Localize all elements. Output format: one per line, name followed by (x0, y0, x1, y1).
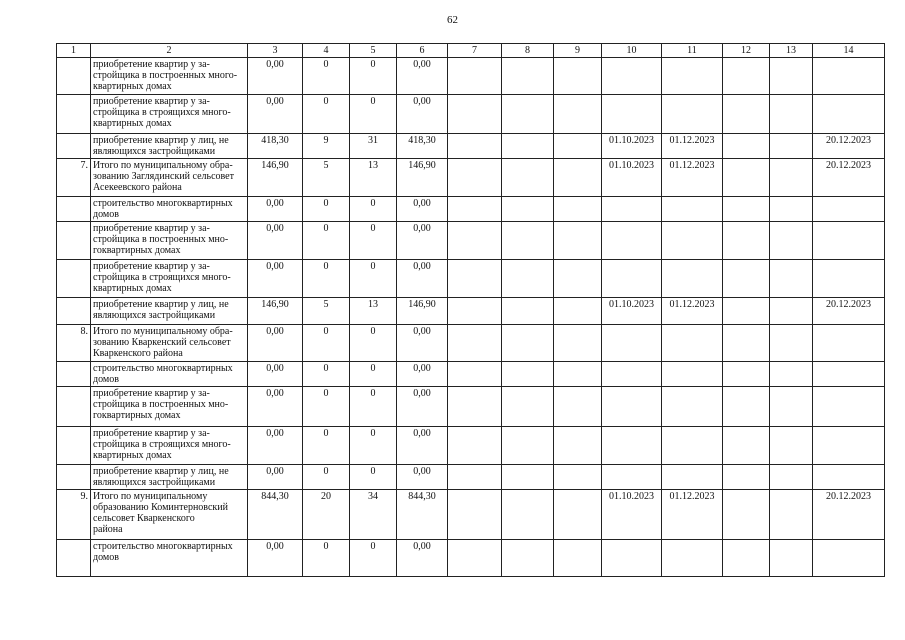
amount-cell: 0,00 (248, 427, 303, 465)
date-cell (662, 387, 723, 427)
amount-cell: 146,90 (397, 298, 448, 325)
date-cell: 01.10.2023 (602, 134, 662, 159)
empty-cell (770, 58, 813, 95)
amount-cell: 0,00 (397, 260, 448, 298)
table-row (57, 540, 885, 577)
amount-cell: 0,00 (397, 95, 448, 134)
empty-cell (723, 134, 770, 159)
date-cell (602, 465, 662, 490)
amount-cell: 0,00 (248, 465, 303, 490)
amount-cell: 0,00 (248, 58, 303, 95)
header-cell: 11 (662, 44, 723, 58)
amount-cell: 0,00 (397, 387, 448, 427)
amount-cell: 146,90 (397, 159, 448, 197)
empty-cell (723, 465, 770, 490)
date-cell (813, 465, 885, 490)
date-cell (602, 95, 662, 134)
empty-cell (554, 298, 602, 325)
amount-cell: 0,00 (248, 540, 303, 577)
empty-cell (448, 197, 502, 222)
amount-cell: 0,00 (397, 58, 448, 95)
date-cell (813, 222, 885, 260)
header-cell: 3 (248, 44, 303, 58)
row-name-cell: приобретение квартир у лиц, не являющихся застройщиками (91, 134, 248, 159)
empty-cell (502, 362, 554, 387)
amount-cell: 0,00 (248, 197, 303, 222)
date-cell (662, 58, 723, 95)
empty-cell (502, 95, 554, 134)
count-cell: 0 (303, 427, 350, 465)
empty-cell (770, 134, 813, 159)
header-cell: 2 (91, 44, 248, 58)
count-cell: 0 (303, 58, 350, 95)
row-number-cell (57, 260, 91, 298)
table-row (57, 362, 885, 387)
date-cell (662, 325, 723, 362)
amount-cell: 0,00 (397, 222, 448, 260)
row-name-cell: строительство многоквартирных домов (91, 540, 248, 577)
date-cell (813, 197, 885, 222)
count-cell: 13 (350, 159, 397, 197)
row-name-cell: приобретение квартир у за- стройщика в строящихся много- квартирных домах (91, 260, 248, 298)
empty-cell (723, 325, 770, 362)
empty-cell (554, 362, 602, 387)
table-row (57, 427, 885, 465)
amount-cell: 844,30 (248, 490, 303, 540)
amount-cell: 0,00 (397, 465, 448, 490)
count-cell: 20 (303, 490, 350, 540)
count-cell: 34 (350, 490, 397, 540)
count-cell: 0 (350, 427, 397, 465)
date-cell: 01.12.2023 (662, 298, 723, 325)
empty-cell (448, 362, 502, 387)
row-name-cell: приобретение квартир у за- стройщика в строящихся много- квартирных домах (91, 427, 248, 465)
row-name-cell: строительство многоквартирных домов (91, 197, 248, 222)
count-cell: 0 (303, 260, 350, 298)
table-row (57, 222, 885, 260)
count-cell: 5 (303, 298, 350, 325)
date-cell: 01.12.2023 (662, 159, 723, 197)
empty-cell (502, 197, 554, 222)
amount-cell: 0,00 (248, 95, 303, 134)
count-cell: 0 (303, 540, 350, 577)
empty-cell (770, 95, 813, 134)
date-cell (662, 427, 723, 465)
header-cell: 7 (448, 44, 502, 58)
date-cell (602, 222, 662, 260)
empty-cell (448, 260, 502, 298)
header-cell: 10 (602, 44, 662, 58)
amount-cell: 418,30 (248, 134, 303, 159)
empty-cell (770, 197, 813, 222)
amount-cell: 418,30 (397, 134, 448, 159)
date-cell (662, 260, 723, 298)
empty-cell (554, 58, 602, 95)
table-header-row (57, 44, 885, 58)
empty-cell (554, 134, 602, 159)
row-name-cell: Итого по муниципальному образованию Коминтерновский сельсовет Кваркенского района (91, 490, 248, 540)
count-cell: 0 (350, 325, 397, 362)
count-cell: 0 (303, 325, 350, 362)
table-row (57, 159, 885, 197)
count-cell: 0 (350, 362, 397, 387)
count-cell: 0 (350, 222, 397, 260)
date-cell (602, 427, 662, 465)
amount-cell: 0,00 (397, 540, 448, 577)
table-row (57, 325, 885, 362)
date-cell (602, 260, 662, 298)
row-number-cell (57, 298, 91, 325)
date-cell (602, 197, 662, 222)
count-cell: 0 (350, 58, 397, 95)
date-cell (662, 197, 723, 222)
header-cell: 13 (770, 44, 813, 58)
empty-cell (770, 465, 813, 490)
empty-cell (770, 260, 813, 298)
date-cell (662, 465, 723, 490)
count-cell: 0 (350, 95, 397, 134)
empty-cell (554, 260, 602, 298)
row-number-cell: 9. (57, 490, 91, 540)
empty-cell (502, 490, 554, 540)
date-cell (602, 325, 662, 362)
row-number-cell: 8. (57, 325, 91, 362)
empty-cell (554, 540, 602, 577)
empty-cell (554, 490, 602, 540)
empty-cell (502, 465, 554, 490)
date-cell (813, 260, 885, 298)
empty-cell (770, 490, 813, 540)
row-number-cell (57, 540, 91, 577)
empty-cell (502, 427, 554, 465)
date-cell (662, 95, 723, 134)
empty-cell (554, 387, 602, 427)
row-number-cell (57, 427, 91, 465)
amount-cell: 0,00 (248, 387, 303, 427)
empty-cell (723, 222, 770, 260)
header-cell: 5 (350, 44, 397, 58)
empty-cell (770, 159, 813, 197)
empty-cell (554, 427, 602, 465)
empty-cell (554, 95, 602, 134)
amount-cell: 0,00 (248, 325, 303, 362)
count-cell: 0 (350, 465, 397, 490)
empty-cell (502, 159, 554, 197)
empty-cell (770, 540, 813, 577)
data-table (56, 43, 885, 577)
count-cell: 0 (350, 260, 397, 298)
empty-cell (448, 427, 502, 465)
header-cell: 8 (502, 44, 554, 58)
empty-cell (723, 298, 770, 325)
table-row (57, 387, 885, 427)
empty-cell (448, 387, 502, 427)
count-cell: 0 (303, 95, 350, 134)
empty-cell (554, 159, 602, 197)
empty-cell (448, 490, 502, 540)
date-cell (813, 540, 885, 577)
empty-cell (770, 298, 813, 325)
date-cell (662, 540, 723, 577)
amount-cell: 146,90 (248, 159, 303, 197)
row-name-cell: приобретение квартир у за- стройщика в построенных мно- гоквартирных домах (91, 222, 248, 260)
row-name-cell: Итого по муниципальному обра- зованию Заглядинский сельсовет Асекеевского района (91, 159, 248, 197)
empty-cell (554, 465, 602, 490)
date-cell (602, 362, 662, 387)
empty-cell (448, 95, 502, 134)
row-number-cell (57, 58, 91, 95)
date-cell: 01.12.2023 (662, 134, 723, 159)
date-cell: 20.12.2023 (813, 159, 885, 197)
empty-cell (723, 427, 770, 465)
empty-cell (502, 260, 554, 298)
table-row (57, 490, 885, 540)
empty-cell (448, 222, 502, 260)
empty-cell (770, 387, 813, 427)
empty-cell (554, 222, 602, 260)
header-cell: 6 (397, 44, 448, 58)
date-cell: 20.12.2023 (813, 298, 885, 325)
empty-cell (723, 490, 770, 540)
date-cell: 01.10.2023 (602, 490, 662, 540)
empty-cell (770, 325, 813, 362)
count-cell: 31 (350, 134, 397, 159)
count-cell: 0 (303, 362, 350, 387)
date-cell: 20.12.2023 (813, 490, 885, 540)
table-row (57, 197, 885, 222)
row-number-cell (57, 197, 91, 222)
empty-cell (723, 95, 770, 134)
row-number-cell (57, 95, 91, 134)
table-row (57, 95, 885, 134)
empty-cell (502, 325, 554, 362)
row-number-cell (57, 134, 91, 159)
date-cell (602, 387, 662, 427)
empty-cell (502, 222, 554, 260)
count-cell: 0 (350, 540, 397, 577)
empty-cell (770, 222, 813, 260)
empty-cell (502, 540, 554, 577)
date-cell: 01.10.2023 (602, 159, 662, 197)
empty-cell (502, 387, 554, 427)
empty-cell (554, 325, 602, 362)
page-number: 62 (447, 14, 458, 26)
amount-cell: 146,90 (248, 298, 303, 325)
empty-cell (448, 465, 502, 490)
date-cell (662, 222, 723, 260)
empty-cell (448, 159, 502, 197)
count-cell: 0 (303, 465, 350, 490)
row-name-cell: приобретение квартир у за- стройщика в строящихся много- квартирных домах (91, 95, 248, 134)
table-row (57, 134, 885, 159)
date-cell (813, 58, 885, 95)
empty-cell (448, 325, 502, 362)
empty-cell (502, 134, 554, 159)
empty-cell (502, 58, 554, 95)
row-number-cell (57, 387, 91, 427)
empty-cell (723, 362, 770, 387)
amount-cell: 0,00 (397, 362, 448, 387)
empty-cell (723, 58, 770, 95)
empty-cell (770, 427, 813, 465)
empty-cell (448, 540, 502, 577)
date-cell (813, 362, 885, 387)
date-cell (602, 540, 662, 577)
empty-cell (448, 298, 502, 325)
row-name-cell: приобретение квартир у лиц, не являющихся застройщиками (91, 298, 248, 325)
row-name-cell: приобретение квартир у лиц, не являющихся застройщиками (91, 465, 248, 490)
row-number-cell: 7. (57, 159, 91, 197)
amount-cell: 0,00 (397, 197, 448, 222)
empty-cell (448, 134, 502, 159)
amount-cell: 0,00 (397, 427, 448, 465)
date-cell: 20.12.2023 (813, 134, 885, 159)
count-cell: 0 (303, 197, 350, 222)
header-cell: 1 (57, 44, 91, 58)
empty-cell (502, 298, 554, 325)
empty-cell (723, 197, 770, 222)
count-cell: 0 (303, 387, 350, 427)
count-cell: 0 (350, 197, 397, 222)
row-number-cell (57, 362, 91, 387)
amount-cell: 0,00 (397, 325, 448, 362)
table-row (57, 260, 885, 298)
header-cell: 9 (554, 44, 602, 58)
date-cell (813, 95, 885, 134)
date-cell (662, 362, 723, 387)
count-cell: 9 (303, 134, 350, 159)
row-name-cell: приобретение квартир у за- стройщика в построенных много- квартирных домах (91, 58, 248, 95)
amount-cell: 844,30 (397, 490, 448, 540)
date-cell (813, 427, 885, 465)
row-number-cell (57, 222, 91, 260)
count-cell: 0 (303, 222, 350, 260)
empty-cell (448, 58, 502, 95)
count-cell: 0 (350, 387, 397, 427)
row-name-cell: строительство многоквартирных домов (91, 362, 248, 387)
header-cell: 4 (303, 44, 350, 58)
header-cell: 14 (813, 44, 885, 58)
amount-cell: 0,00 (248, 260, 303, 298)
table-row (57, 298, 885, 325)
empty-cell (723, 159, 770, 197)
row-name-cell: приобретение квартир у за- стройщика в построенных мно- гоквартирных домах (91, 387, 248, 427)
date-cell: 01.10.2023 (602, 298, 662, 325)
date-cell (602, 58, 662, 95)
count-cell: 13 (350, 298, 397, 325)
empty-cell (723, 387, 770, 427)
date-cell (813, 387, 885, 427)
date-cell (813, 325, 885, 362)
empty-cell (770, 362, 813, 387)
count-cell: 5 (303, 159, 350, 197)
row-number-cell (57, 465, 91, 490)
table-row (57, 465, 885, 490)
amount-cell: 0,00 (248, 222, 303, 260)
header-cell: 12 (723, 44, 770, 58)
amount-cell: 0,00 (248, 362, 303, 387)
empty-cell (554, 197, 602, 222)
date-cell: 01.12.2023 (662, 490, 723, 540)
row-name-cell: Итого по муниципальному обра- зованию Кваркенский сельсовет Кваркенского района (91, 325, 248, 362)
empty-cell (723, 540, 770, 577)
empty-cell (723, 260, 770, 298)
table-row (57, 58, 885, 95)
